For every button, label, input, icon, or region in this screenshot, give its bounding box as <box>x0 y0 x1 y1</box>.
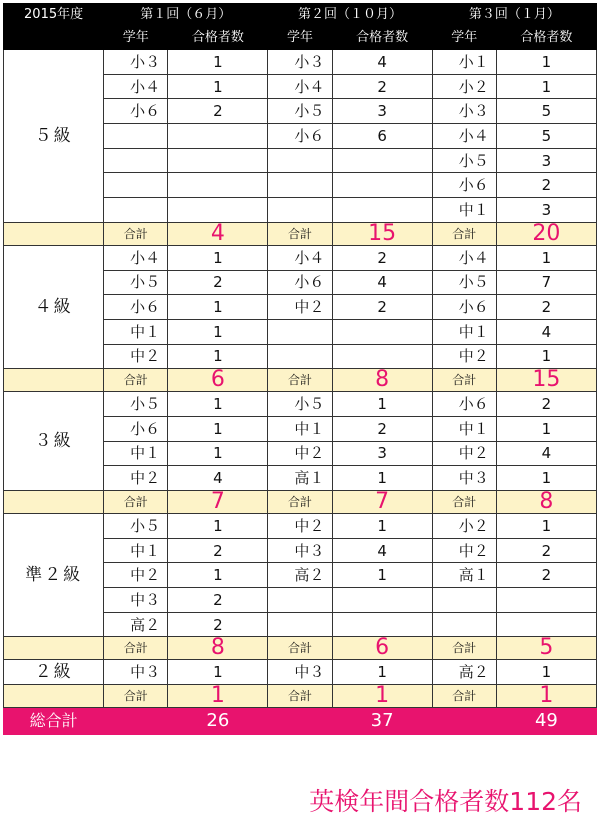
grade-cell: 小５ <box>268 99 332 124</box>
grand-total-spacer <box>432 708 496 735</box>
level-name: ５級 <box>4 50 104 223</box>
grade-cell: 中３ <box>432 466 496 491</box>
subtotal-label: 合計 <box>268 685 332 708</box>
count-cell: 3 <box>496 148 596 173</box>
grand-total-spacer <box>268 708 332 735</box>
table-row <box>4 50 597 75</box>
count-cell: 2 <box>332 295 432 320</box>
count-cell: 1 <box>332 660 432 685</box>
count-cell: 3 <box>496 198 596 223</box>
grade-cell: 小６ <box>268 124 332 149</box>
subtotal-value: 1 <box>168 685 268 708</box>
grade-column-header: 学年 <box>432 27 496 50</box>
level-name: ３級 <box>4 392 104 491</box>
grade-cell: 小５ <box>104 514 168 539</box>
grand-total-label: 総合計 <box>4 708 104 735</box>
grade-cell <box>104 173 168 198</box>
count-cell: 1 <box>496 50 596 75</box>
grade-cell: 中２ <box>432 538 496 563</box>
count-cell: 1 <box>168 660 268 685</box>
grade-cell <box>104 198 168 223</box>
count-cell: 1 <box>168 441 268 466</box>
count-cell: 2 <box>168 538 268 563</box>
table-row <box>4 660 597 685</box>
subtotal-label: 合計 <box>268 369 332 392</box>
table-row <box>4 392 597 417</box>
count-cell: 4 <box>332 50 432 75</box>
subtotal-label: 合計 <box>432 637 496 660</box>
grade-cell: 中２ <box>268 514 332 539</box>
count-cell: 4 <box>168 466 268 491</box>
grade-cell <box>432 612 496 637</box>
count-cell: 2 <box>168 588 268 613</box>
level-name: ２級 <box>4 660 104 685</box>
subtotal-value: 7 <box>168 491 268 514</box>
header-blank <box>4 27 104 50</box>
grade-cell <box>104 148 168 173</box>
grade-cell: 中２ <box>432 441 496 466</box>
subtotal-label: 合計 <box>432 369 496 392</box>
count-cell: 1 <box>496 466 596 491</box>
count-column-header: 合格者数 <box>496 27 596 50</box>
subtotal-row <box>4 222 597 245</box>
count-cell: 3 <box>332 99 432 124</box>
grade-cell: 小６ <box>432 392 496 417</box>
table-body <box>4 50 597 735</box>
count-cell: 4 <box>332 538 432 563</box>
count-cell <box>332 173 432 198</box>
count-cell: 1 <box>168 50 268 75</box>
grade-cell: 中２ <box>104 563 168 588</box>
count-column-header: 合格者数 <box>332 27 432 50</box>
subtotal-label: 合計 <box>432 222 496 245</box>
count-cell: 1 <box>496 416 596 441</box>
grade-cell: 高２ <box>432 660 496 685</box>
grade-cell: 中２ <box>104 466 168 491</box>
grade-cell <box>268 588 332 613</box>
subtotal-value: 6 <box>168 369 268 392</box>
count-cell: 1 <box>496 245 596 270</box>
header-row-columns <box>4 27 597 50</box>
count-cell <box>332 588 432 613</box>
count-cell <box>168 173 268 198</box>
count-cell <box>332 319 432 344</box>
subtotal-row <box>4 369 597 392</box>
subtotal-label: 合計 <box>104 369 168 392</box>
grade-cell <box>104 124 168 149</box>
grade-cell: 小６ <box>268 270 332 295</box>
count-cell: 4 <box>496 441 596 466</box>
count-cell: 2 <box>496 392 596 417</box>
subtotal-row <box>4 637 597 660</box>
round1-header: 第１回（６月） <box>104 4 268 27</box>
count-cell: 7 <box>496 270 596 295</box>
subtotal-value: 7 <box>332 491 432 514</box>
grand-total-spacer <box>104 708 168 735</box>
count-cell: 2 <box>168 612 268 637</box>
count-cell: 2 <box>168 270 268 295</box>
level-name: ４級 <box>4 245 104 368</box>
grade-cell: 小４ <box>432 124 496 149</box>
count-cell: 6 <box>332 124 432 149</box>
subtotal-value: 15 <box>496 369 596 392</box>
count-cell <box>168 124 268 149</box>
count-cell: 5 <box>496 99 596 124</box>
count-cell: 2 <box>496 295 596 320</box>
grade-cell: 中１ <box>432 198 496 223</box>
subtotal-label: 合計 <box>104 685 168 708</box>
grade-cell <box>268 173 332 198</box>
grade-cell: 小３ <box>268 50 332 75</box>
subtotal-value: 1 <box>496 685 596 708</box>
grade-cell: 小３ <box>104 50 168 75</box>
grade-column-header: 学年 <box>104 27 168 50</box>
subtotal-blank <box>4 369 104 392</box>
grand-total-value: 37 <box>332 708 432 735</box>
subtotal-label: 合計 <box>432 491 496 514</box>
count-cell: 2 <box>332 74 432 99</box>
grade-cell: 小５ <box>432 148 496 173</box>
subtotal-label: 合計 <box>104 491 168 514</box>
grade-cell: 高２ <box>268 563 332 588</box>
count-cell: 1 <box>496 344 596 369</box>
subtotal-blank <box>4 491 104 514</box>
count-cell: 5 <box>496 124 596 149</box>
count-cell: 2 <box>496 538 596 563</box>
count-cell: 1 <box>168 245 268 270</box>
subtotal-blank <box>4 222 104 245</box>
count-cell: 1 <box>168 514 268 539</box>
grade-cell: 小６ <box>104 295 168 320</box>
subtotal-value: 1 <box>332 685 432 708</box>
count-cell <box>168 198 268 223</box>
subtotal-label: 合計 <box>268 491 332 514</box>
grade-cell: 小２ <box>432 74 496 99</box>
subtotal-value: 5 <box>496 637 596 660</box>
count-column-header: 合格者数 <box>168 27 268 50</box>
subtotal-label: 合計 <box>104 637 168 660</box>
grand-total-value: 26 <box>168 708 268 735</box>
grade-cell: 高２ <box>104 612 168 637</box>
count-cell: 1 <box>168 392 268 417</box>
grade-cell: 中３ <box>104 660 168 685</box>
grade-cell: 中２ <box>268 295 332 320</box>
subtotal-row <box>4 685 597 708</box>
subtotal-value: 15 <box>332 222 432 245</box>
count-cell: 1 <box>496 660 596 685</box>
round3-header: 第３回（１月） <box>432 4 596 27</box>
grade-cell: 小４ <box>268 74 332 99</box>
grade-cell: 小６ <box>432 173 496 198</box>
grade-cell <box>268 612 332 637</box>
subtotal-value: 20 <box>496 222 596 245</box>
count-cell <box>332 148 432 173</box>
grade-cell: 中２ <box>268 441 332 466</box>
header-row-rounds <box>4 4 597 27</box>
grade-cell: 中１ <box>432 416 496 441</box>
count-cell: 1 <box>168 416 268 441</box>
count-cell: 3 <box>332 441 432 466</box>
grade-cell: 小３ <box>432 99 496 124</box>
count-cell: 2 <box>332 245 432 270</box>
grade-cell: 中３ <box>268 660 332 685</box>
count-cell: 1 <box>332 514 432 539</box>
count-cell: 1 <box>332 563 432 588</box>
count-cell: 1 <box>168 344 268 369</box>
table-row <box>4 514 597 539</box>
grade-cell: 小６ <box>432 295 496 320</box>
count-cell <box>332 612 432 637</box>
count-cell: 1 <box>332 392 432 417</box>
grade-cell: 小６ <box>104 99 168 124</box>
subtotal-value: 4 <box>168 222 268 245</box>
grade-cell: 小２ <box>432 514 496 539</box>
subtotal-row <box>4 491 597 514</box>
grade-cell: 小５ <box>104 270 168 295</box>
grade-cell: 中３ <box>104 588 168 613</box>
grade-cell: 中１ <box>104 441 168 466</box>
count-cell: 1 <box>496 74 596 99</box>
table-row <box>4 245 597 270</box>
annual-total-caption: 英検年間合格者数112名 <box>309 787 582 816</box>
grade-cell: 高１ <box>432 563 496 588</box>
grade-cell: 中２ <box>104 344 168 369</box>
subtotal-value: 6 <box>332 637 432 660</box>
count-cell: 2 <box>496 173 596 198</box>
count-cell <box>332 344 432 369</box>
grade-cell: 中１ <box>104 538 168 563</box>
grade-column-header: 学年 <box>268 27 332 50</box>
subtotal-label: 合計 <box>432 685 496 708</box>
grade-cell <box>268 148 332 173</box>
grade-cell <box>268 198 332 223</box>
grand-total-row <box>4 708 597 735</box>
count-cell: 1 <box>168 74 268 99</box>
count-cell: 2 <box>496 563 596 588</box>
grade-cell: 小４ <box>268 245 332 270</box>
count-cell: 2 <box>332 416 432 441</box>
subtotal-label: 合計 <box>268 637 332 660</box>
grade-cell: 小４ <box>104 74 168 99</box>
grade-cell: 小５ <box>432 270 496 295</box>
count-cell: 4 <box>496 319 596 344</box>
grade-cell: 中１ <box>268 416 332 441</box>
grade-cell <box>432 588 496 613</box>
grade-cell: 小５ <box>268 392 332 417</box>
count-cell <box>168 148 268 173</box>
grade-cell: 小４ <box>104 245 168 270</box>
subtotal-label: 合計 <box>104 222 168 245</box>
grade-cell <box>268 344 332 369</box>
grade-cell: 中２ <box>432 344 496 369</box>
year-cell: 2015年度 <box>4 4 104 27</box>
grade-cell <box>268 319 332 344</box>
count-cell: 2 <box>168 99 268 124</box>
subtotal-blank <box>4 637 104 660</box>
grade-cell: 高１ <box>268 466 332 491</box>
subtotal-blank <box>4 685 104 708</box>
subtotal-value: 8 <box>332 369 432 392</box>
grand-total-value: 49 <box>496 708 596 735</box>
count-cell <box>496 588 596 613</box>
grade-cell: 中１ <box>104 319 168 344</box>
round2-header: 第２回（１０月） <box>268 4 432 27</box>
grade-cell: 中３ <box>268 538 332 563</box>
grade-cell: 小５ <box>104 392 168 417</box>
grade-cell: 小６ <box>104 416 168 441</box>
grade-cell: 小１ <box>432 50 496 75</box>
results-table <box>3 3 597 735</box>
count-cell: 1 <box>168 319 268 344</box>
grade-cell: 中１ <box>432 319 496 344</box>
count-cell: 1 <box>168 295 268 320</box>
subtotal-label: 合計 <box>268 222 332 245</box>
level-name: 準２級 <box>4 514 104 637</box>
subtotal-value: 8 <box>168 637 268 660</box>
count-cell: 1 <box>332 466 432 491</box>
count-cell: 1 <box>168 563 268 588</box>
count-cell <box>496 612 596 637</box>
grade-cell: 小４ <box>432 245 496 270</box>
count-cell <box>332 198 432 223</box>
count-cell: 1 <box>496 514 596 539</box>
subtotal-value: 8 <box>496 491 596 514</box>
count-cell: 4 <box>332 270 432 295</box>
